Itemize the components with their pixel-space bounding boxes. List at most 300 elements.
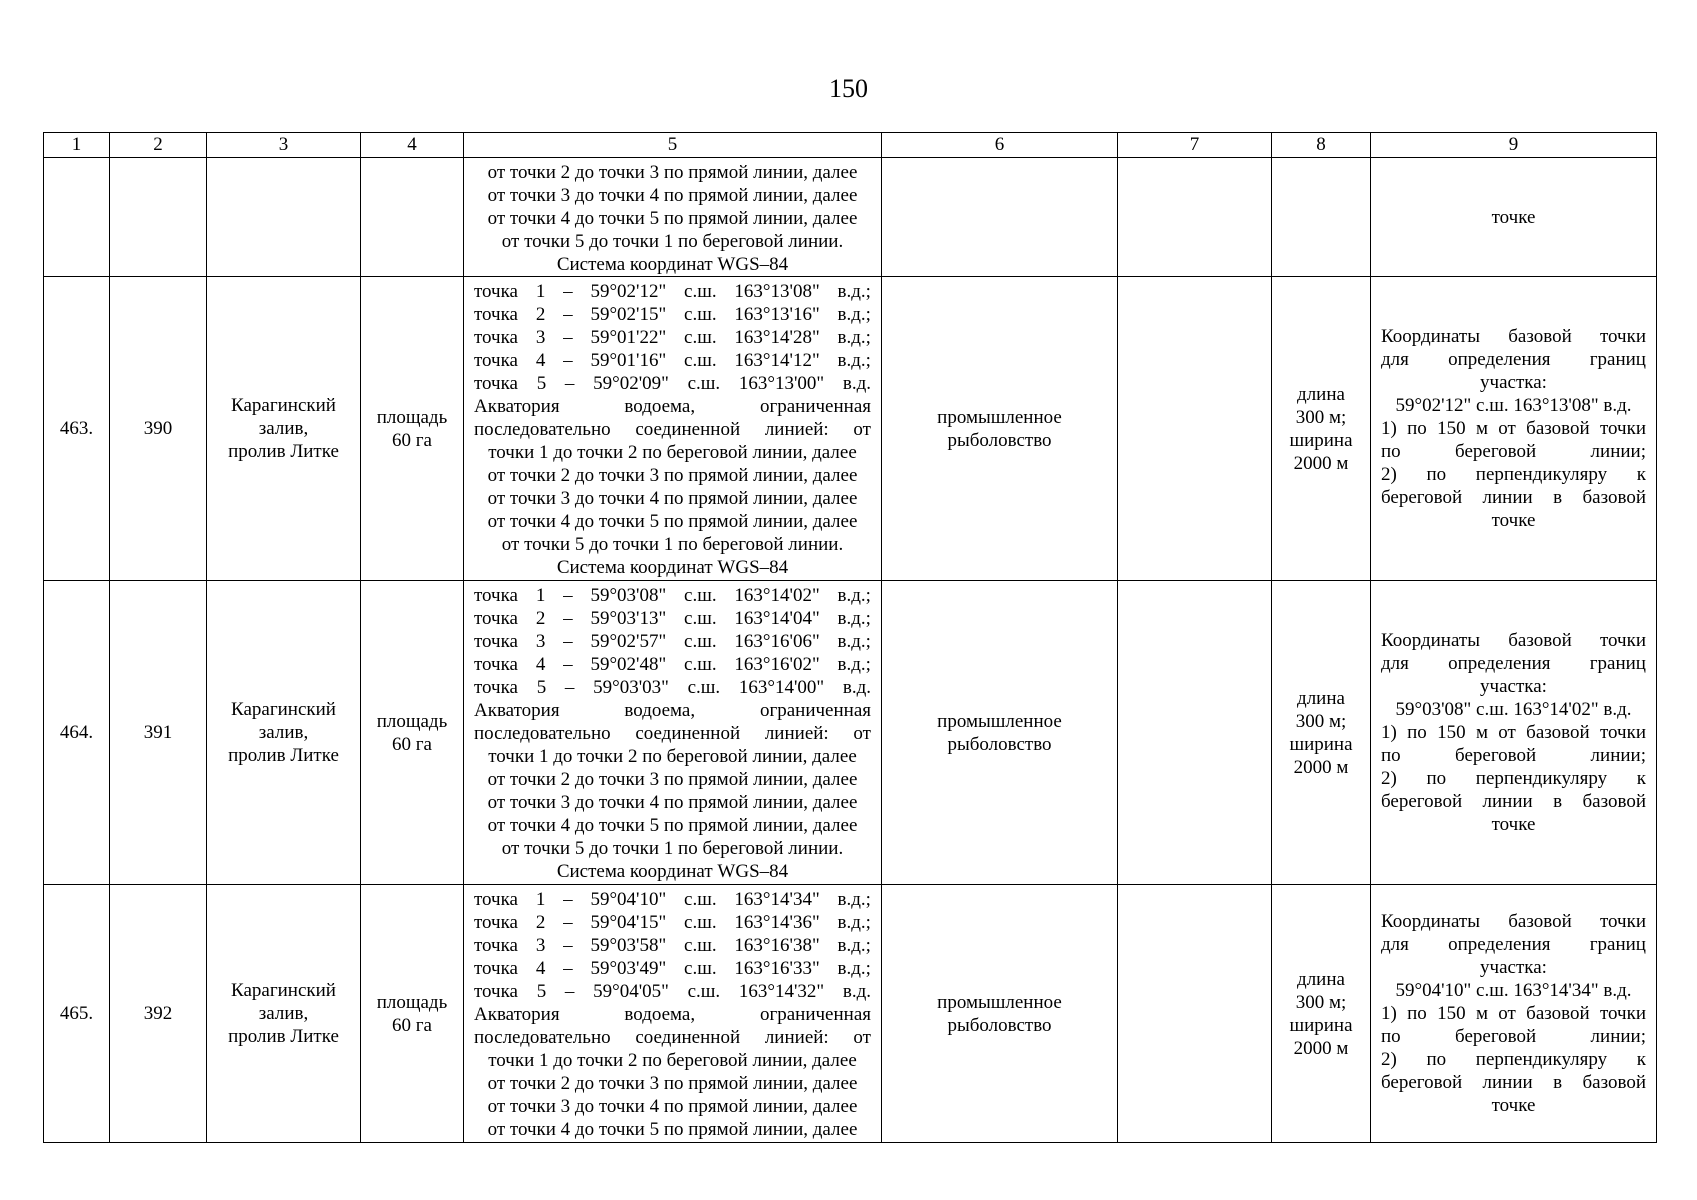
location-cell — [207, 885, 361, 1143]
justified-line — [1381, 744, 1646, 767]
word: в.д. — [842, 677, 871, 698]
word: последовательно — [474, 419, 611, 440]
text-line: 59°02'12" с.ш. 163°13'08" в.д. — [1395, 395, 1632, 416]
word: для — [1381, 934, 1409, 955]
word: перпендикуляру — [1475, 768, 1608, 789]
word: в — [1553, 1072, 1563, 1093]
justified-line — [1381, 933, 1646, 956]
id-cell: 391 — [110, 581, 207, 885]
word: 4 — [535, 654, 546, 675]
word: водоема, — [624, 700, 696, 721]
word: соединенной — [635, 419, 741, 440]
header-cell: 4 — [361, 133, 464, 158]
word: с.ш. — [684, 912, 717, 933]
word: точки — [1599, 722, 1646, 743]
word: с.ш. — [684, 631, 717, 652]
word: – — [563, 889, 573, 910]
word: Акватория — [474, 700, 560, 721]
word: с.ш. — [684, 585, 717, 606]
size-line: 300 м; — [1295, 710, 1347, 732]
word: с.ш. — [684, 350, 717, 371]
usage-cell — [882, 885, 1118, 1143]
text-line — [474, 1026, 871, 1049]
coordinate-line — [474, 349, 871, 372]
coordinate-line — [474, 326, 871, 349]
number-cell: 465. — [44, 885, 110, 1143]
usage-cell — [882, 158, 1118, 277]
location-line: Карагинский — [231, 980, 336, 1001]
word: линии — [1482, 1072, 1533, 1093]
word: – — [563, 585, 573, 606]
word: базовой — [1526, 1003, 1590, 1024]
location-cell — [207, 581, 361, 885]
word: по — [1407, 1003, 1427, 1024]
coordinate-line — [474, 607, 871, 630]
word: 163°14'32" — [738, 981, 825, 1002]
word: по — [1426, 1049, 1447, 1070]
word: м — [1475, 722, 1488, 743]
word: 59°03'03" — [593, 677, 669, 698]
size-line: ширина — [1289, 1014, 1353, 1036]
text-line: точки 1 до точки 2 по береговой линии, далее — [488, 1050, 857, 1071]
word: с.ш. — [684, 608, 717, 629]
word: ограниченная — [759, 396, 871, 417]
coordinate-line — [474, 630, 871, 653]
word: – — [563, 304, 573, 325]
word: 59°03'58" — [590, 935, 667, 956]
word: 59°03'49" — [590, 958, 667, 979]
coordinate-line — [474, 957, 871, 980]
word: в.д.; — [837, 631, 871, 652]
table-row — [44, 885, 1657, 1143]
word: 4 — [535, 350, 546, 371]
word: 163°16'38" — [734, 935, 820, 956]
word: определения — [1448, 349, 1551, 370]
size-line: ширина — [1289, 429, 1353, 451]
word: соединенной — [635, 723, 741, 744]
location-line: Карагинский — [231, 699, 336, 720]
word: точка — [474, 304, 518, 325]
word: линией: — [764, 723, 829, 744]
word: 163°13'16" — [734, 304, 820, 325]
word: в.д.; — [837, 585, 871, 606]
word: 1 — [535, 281, 546, 302]
word: 59°02'15" — [590, 304, 667, 325]
word: м — [1475, 418, 1488, 439]
justified-line — [1381, 1025, 1646, 1048]
coordinate-line — [474, 653, 871, 676]
word: точка — [474, 958, 518, 979]
word: 59°04'10" — [590, 889, 667, 910]
word: водоема, — [624, 396, 696, 417]
word: перпендикуляру — [1475, 1049, 1608, 1070]
area-cell — [361, 885, 464, 1143]
number-cell: 464. — [44, 581, 110, 885]
word: от — [853, 1027, 871, 1048]
word: 4 — [535, 958, 546, 979]
word: линией: — [764, 1027, 829, 1048]
usage-line: рыболовство — [947, 429, 1052, 451]
text-line: участка: — [1480, 372, 1547, 393]
text-line: от точки 4 до точки 5 по прямой линии, далее — [487, 207, 858, 229]
area-line: 60 га — [392, 733, 432, 755]
justified-line — [1381, 463, 1646, 486]
header-cell: 5 — [464, 133, 882, 158]
header-cell: 2 — [110, 133, 207, 158]
usage-cell — [882, 581, 1118, 885]
table-row — [44, 277, 1657, 581]
word: 59°01'16" — [590, 350, 667, 371]
word: в.д.; — [837, 912, 871, 933]
word: от — [853, 419, 871, 440]
word: линии; — [1590, 1026, 1646, 1047]
word: 163°16'02" — [734, 654, 820, 675]
word: последовательно — [474, 1027, 611, 1048]
word: базовой — [1582, 791, 1646, 812]
word: в — [1553, 487, 1563, 508]
word: базовой — [1526, 418, 1590, 439]
word: с.ш. — [684, 304, 717, 325]
word: точки — [1599, 1003, 1646, 1024]
justified-line — [1381, 629, 1646, 652]
word: – — [563, 281, 573, 302]
text-line — [474, 395, 871, 418]
word: в.д.; — [837, 327, 871, 348]
word: – — [564, 373, 575, 394]
word: точка — [474, 373, 518, 394]
text-line — [474, 1003, 871, 1026]
word: 1) — [1381, 1003, 1397, 1024]
column-7-cell — [1118, 581, 1272, 885]
word: в.д. — [842, 981, 871, 1002]
word: в.д.; — [837, 889, 871, 910]
word: 150 — [1437, 722, 1466, 743]
word: с.ш. — [684, 281, 717, 302]
word: 1 — [535, 585, 546, 606]
word: береговой — [1381, 791, 1463, 812]
word: с.ш. — [687, 981, 721, 1002]
continuation-row — [44, 158, 1657, 277]
word: 163°14'12" — [734, 350, 820, 371]
word: по — [1381, 745, 1401, 766]
word: Акватория — [474, 1004, 560, 1025]
word: точка — [474, 889, 518, 910]
base-point-cell — [1371, 277, 1657, 581]
text-line: от точки 2 до точки 3 по прямой линии, далее — [487, 465, 858, 486]
coordinate-line — [474, 303, 871, 326]
word: 59°02'12" — [590, 281, 667, 302]
location-line: пролив Литке — [228, 1026, 339, 1047]
usage-line: рыболовство — [947, 1014, 1052, 1036]
justified-line — [1381, 325, 1646, 348]
word: точка — [474, 677, 518, 698]
boundary-description-cell — [464, 277, 882, 581]
word: 163°16'06" — [734, 631, 820, 652]
text-line: от точки 5 до точки 1 по береговой линии. — [501, 534, 844, 555]
word: Координаты — [1381, 630, 1480, 651]
usage-line: промышленное — [937, 710, 1062, 732]
area-cell — [361, 277, 464, 581]
zones-table — [43, 132, 1657, 1143]
word: по — [1407, 418, 1427, 439]
word: – — [563, 350, 573, 371]
text-line: от точки 5 до точки 1 по береговой линии. — [501, 230, 844, 252]
word: 59°02'57" — [590, 631, 667, 652]
text-line — [474, 699, 871, 722]
header-cell: 3 — [207, 133, 361, 158]
size-line: 2000 м — [1293, 1037, 1349, 1059]
coordinate-line — [474, 280, 871, 303]
word: соединенной — [635, 1027, 741, 1048]
column-7-cell — [1118, 885, 1272, 1143]
header-cell: 7 — [1118, 133, 1272, 158]
size-cell — [1272, 581, 1371, 885]
size-cell — [1272, 158, 1371, 277]
word: – — [564, 677, 575, 698]
location-cell — [207, 277, 361, 581]
justified-line — [1381, 1002, 1646, 1025]
table-row — [44, 581, 1657, 885]
word: в.д.; — [837, 654, 871, 675]
word: точки — [1599, 326, 1646, 347]
word: с.ш. — [684, 889, 717, 910]
word: 3 — [535, 631, 546, 652]
word: определения — [1448, 653, 1551, 674]
word: 2 — [535, 912, 546, 933]
word: точка — [474, 935, 518, 956]
location-line: залив, — [258, 1003, 309, 1024]
word: с.ш. — [684, 327, 717, 348]
text-line: от точки 3 до точки 4 по прямой линии, далее — [487, 792, 858, 813]
word: точка — [474, 350, 518, 371]
header-cell: 9 — [1371, 133, 1657, 158]
text-line — [474, 722, 871, 745]
word: 1) — [1381, 418, 1397, 439]
word: к — [1636, 464, 1646, 485]
word: для — [1381, 653, 1409, 674]
word: 2 — [535, 304, 546, 325]
word: 2) — [1381, 464, 1397, 485]
size-line: ширина — [1289, 733, 1353, 755]
justified-line — [1381, 1071, 1646, 1094]
location-line: залив, — [258, 722, 309, 743]
base-point-cell — [1371, 158, 1657, 277]
word: границ — [1589, 934, 1646, 955]
coordinate-line — [474, 980, 871, 1003]
word: в.д.; — [837, 304, 871, 325]
word: точка — [474, 608, 518, 629]
word: в.д.; — [837, 281, 871, 302]
word: линии — [1482, 791, 1533, 812]
word: точки — [1599, 418, 1646, 439]
word: – — [563, 935, 573, 956]
word: линии; — [1590, 745, 1646, 766]
word: базовой — [1508, 326, 1572, 347]
boundary-description-cell — [464, 885, 882, 1143]
word: точка — [474, 912, 518, 933]
word: 1) — [1381, 722, 1397, 743]
area-cell — [361, 581, 464, 885]
word: по — [1426, 464, 1447, 485]
page-number: 150 — [829, 74, 868, 103]
area-line: площадь — [376, 710, 448, 732]
word: береговой — [1455, 745, 1537, 766]
word: 5 — [536, 373, 547, 394]
word: точка — [474, 654, 518, 675]
usage-line: промышленное — [937, 991, 1062, 1013]
id-cell: 390 — [110, 277, 207, 581]
word: по — [1407, 722, 1427, 743]
word: границ — [1589, 653, 1646, 674]
word: точка — [474, 327, 518, 348]
text-line: от точки 4 до точки 5 по прямой линии, далее — [487, 1119, 858, 1140]
word: – — [563, 912, 573, 933]
word: точка — [474, 281, 518, 302]
size-line: длина — [1297, 687, 1345, 709]
word: точка — [474, 585, 518, 606]
text-line: Система координат WGS–84 — [556, 861, 789, 882]
word: 150 — [1437, 418, 1466, 439]
word: базовой — [1508, 911, 1572, 932]
word: базовой — [1582, 487, 1646, 508]
word: береговой — [1381, 487, 1463, 508]
word: точки — [1599, 911, 1646, 932]
justified-line — [1381, 440, 1646, 463]
location-line: Карагинский — [231, 395, 336, 416]
id-cell — [110, 158, 207, 277]
word: 59°03'13" — [590, 608, 667, 629]
justified-line — [1381, 348, 1646, 371]
word: границ — [1589, 349, 1646, 370]
text-line: от точки 3 до точки 4 по прямой линии, далее — [487, 184, 858, 206]
word: 2) — [1381, 768, 1397, 789]
boundary-description-cell — [464, 158, 882, 277]
location-line: пролив Литке — [228, 745, 339, 766]
number-cell — [44, 158, 110, 277]
word: – — [563, 327, 573, 348]
word: 59°03'08" — [590, 585, 667, 606]
text-line — [474, 418, 871, 441]
word: базовой — [1508, 630, 1572, 651]
word: 163°14'00" — [738, 677, 825, 698]
word: – — [563, 654, 573, 675]
text-line: точки 1 до точки 2 по береговой линии, далее — [488, 442, 857, 463]
justified-line — [1381, 652, 1646, 675]
word: Координаты — [1381, 911, 1480, 932]
word: в.д. — [842, 373, 871, 394]
word: 3 — [535, 935, 546, 956]
location-cell — [207, 158, 361, 277]
word: 163°13'00" — [738, 373, 825, 394]
word: для — [1381, 349, 1409, 370]
word: 163°14'04" — [734, 608, 820, 629]
word: от — [1498, 1003, 1516, 1024]
word: 1 — [535, 889, 546, 910]
word: – — [564, 981, 575, 1002]
coordinate-line — [474, 888, 871, 911]
text-line: участка: — [1480, 676, 1547, 697]
column-7-cell — [1118, 158, 1272, 277]
word: по — [1426, 768, 1447, 789]
text-line: от точки 2 до точки 3 по прямой линии, далее — [487, 161, 858, 183]
header-cell: 8 — [1272, 133, 1371, 158]
word: линии — [1482, 487, 1533, 508]
word: береговой — [1455, 1026, 1537, 1047]
text-line: точке — [1491, 510, 1536, 531]
word: 59°04'05" — [593, 981, 669, 1002]
size-cell — [1272, 885, 1371, 1143]
word: к — [1636, 768, 1646, 789]
word: береговой — [1381, 1072, 1463, 1093]
word: с.ш. — [684, 958, 717, 979]
number-cell: 463. — [44, 277, 110, 581]
text-line: от точки 5 до точки 1 по береговой линии. — [501, 838, 844, 859]
justified-line — [1381, 1048, 1646, 1071]
header-row — [44, 133, 1657, 158]
coordinate-line — [474, 934, 871, 957]
word: определения — [1448, 934, 1551, 955]
coordinate-line — [474, 911, 871, 934]
word: Акватория — [474, 396, 560, 417]
word: последовательно — [474, 723, 611, 744]
word: в.д.; — [837, 608, 871, 629]
word: Координаты — [1381, 326, 1480, 347]
size-line: 2000 м — [1293, 452, 1349, 474]
justified-line — [1381, 721, 1646, 744]
size-line: длина — [1297, 383, 1345, 405]
word: в.д.; — [837, 350, 871, 371]
word: линией: — [764, 419, 829, 440]
text-line: точке — [1491, 1095, 1536, 1116]
word: от — [1498, 722, 1516, 743]
text-line: 59°04'10" с.ш. 163°14'34" в.д. — [1395, 980, 1632, 1001]
word: – — [563, 958, 573, 979]
word: 59°01'22" — [590, 327, 667, 348]
word: базовой — [1526, 722, 1590, 743]
text-line: от точки 3 до точки 4 по прямой линии, далее — [487, 1096, 858, 1117]
word: 163°14'28" — [734, 327, 820, 348]
coordinate-line — [474, 676, 871, 699]
word: от — [1498, 418, 1516, 439]
word: 59°02'48" — [590, 654, 667, 675]
word: ограниченная — [759, 700, 871, 721]
text-line: точке — [1491, 814, 1536, 835]
word: береговой — [1455, 441, 1537, 462]
word: 59°02'09" — [593, 373, 669, 394]
justified-line — [1381, 767, 1646, 790]
word: от — [853, 723, 871, 744]
word: в — [1553, 791, 1563, 812]
usage-cell — [882, 277, 1118, 581]
word: с.ш. — [684, 654, 717, 675]
word: точка — [474, 981, 518, 1002]
word: ограниченная — [759, 1004, 871, 1025]
word: точки — [1599, 630, 1646, 651]
word: 163°14'34" — [734, 889, 820, 910]
word: базовой — [1582, 1072, 1646, 1093]
column-7-cell — [1118, 277, 1272, 581]
word: с.ш. — [687, 373, 721, 394]
word: к — [1636, 1049, 1646, 1070]
word: по — [1381, 1026, 1401, 1047]
word: с.ш. — [687, 677, 721, 698]
word: точка — [474, 631, 518, 652]
size-cell — [1272, 277, 1371, 581]
word: 163°14'36" — [734, 912, 820, 933]
word: м — [1475, 1003, 1488, 1024]
text-line: от точки 4 до точки 5 по прямой линии, далее — [487, 815, 858, 836]
word: с.ш. — [684, 935, 717, 956]
